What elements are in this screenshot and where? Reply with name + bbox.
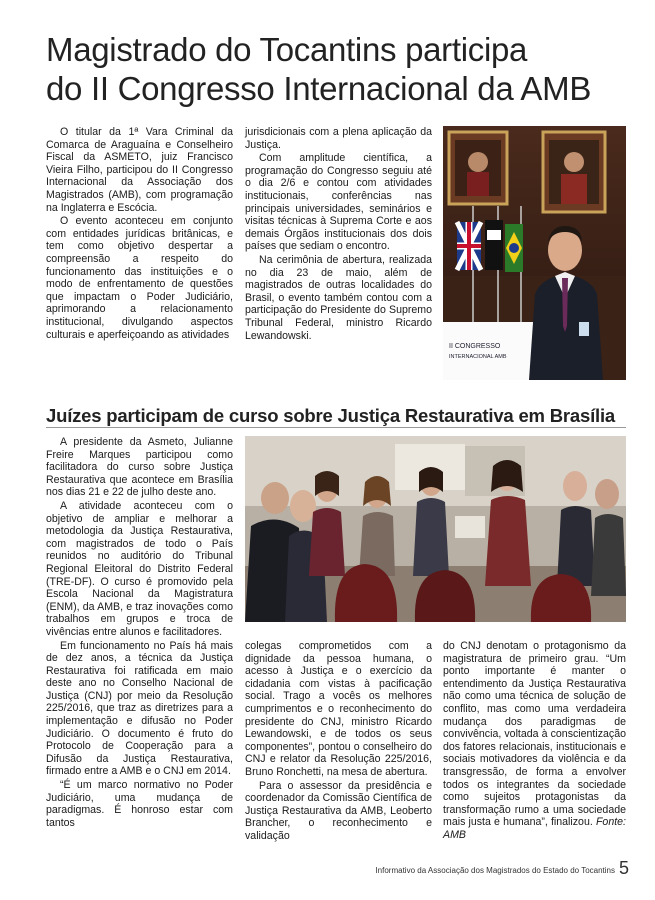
- article2-column-3: [443, 640, 626, 843]
- paragraph: Com amplitude científica, a programação do Congresso seguiu até o dia 2/6 e contou com atividades institucionais, conferências nas principais universidades, seminários e visitas técnicas à Suprema Corte e aos demais Órgãos institucionais dos dois países que sediam o encontro.: [245, 152, 432, 253]
- paragraph: O evento aconteceu em conjunto com entidades jurídicas britânicas, e tem como objetivo despertar a compreensão a respeito do funcionamento das instituições e o modo de enfrentamento de questões que impactam o Poder Judiciário, aprimorando a relacionamento institucional, divulgando aspectos culturais e aperfeiçoando as atividades: [46, 215, 233, 341]
- paragraph: O titular da 1ª Vara Criminal da Comarca de Araguaína e Conselheiro Fiscal da ASMETO, juiz Francisco Vieira Filho, participou do II Congresso Internacional da Associação dos Magistrados (AMB), com programação na Inglaterra e Escócia.: [46, 126, 233, 214]
- article1-title: [46, 30, 606, 108]
- photo-restorative-justice-course: [245, 436, 626, 622]
- page-number: 5: [618, 858, 629, 878]
- paragraph: Em funcionamento no País há mais de dez anos, a técnica da Justiça Restaurativa foi ratificada em maio deste ano no Conselho Nacional de Justiça (CNJ) por meio da Resolução 225/2016, que traz as diretrizes para a implementação e difusão no Poder Judiciário. O documento é fruto do Protocolo de Cooperação para a Difusão da Justiça Restaurativa, firmado entre a AMB e o CNJ em 2014.: [46, 639, 233, 778]
- article1-column-1: [46, 126, 233, 342]
- footer-text: Informativo da Associação dos Magistrados do Estado do Tocantins: [375, 866, 615, 875]
- banner-line2: INTERNACIONAL AMB: [449, 354, 507, 360]
- banner-line1: II CONGRESSO: [449, 343, 501, 350]
- title-divider: [46, 427, 626, 428]
- article1-column-2: [245, 126, 432, 343]
- paragraph: colegas comprometidos com a dignidade da pessoa humana, o acesso à Justiça e o exercício da cidadania com vistas à pacificação social. Trago a vocês os melhores cumprimentos e o reconhecimento do presidente do CNJ, ministro Ricardo Lewandowski, e de todos os seus componentes”, pontou o conselheiro do CNJ e relator da Resolução 225/2016, Bruno Ronchetti, na mesa de abertura.: [245, 640, 432, 778]
- paragraph: A presidente da Asmeto, Julianne Freire Marques participou como facilitadora do curso sobre Justiça Restaurativa que acontece em Brasília nos dias 21 e 22 de julho deste ano.: [46, 436, 233, 499]
- closing-text: do CNJ denotam o protagonismo da magistratura de primeiro grau. “Um ponto importante é manter o entendimento da Justiça Restaurativa não como uma técnica de solução de conflito, mas como uma verdadeira mudança dos paradigmas de convivência, voltada à conscientização dos fatores relacionais, institucionais e sociais motivadores da violência e da transgressão, de forma a envolver todos os integrantes da sociedade como sujeitos protagonistas da transformação rumo a uma sociedade mais justa e humana”, finalizou.: [443, 640, 626, 829]
- source-credit: Fonte: AMB: [443, 816, 626, 841]
- article1-title-line1: Magistrado do Tocantins participa: [46, 31, 528, 68]
- photo-judge-illustration: [443, 126, 626, 380]
- paragraph: jurisdicionais com a plena aplicação da Justiça.: [245, 126, 432, 151]
- article1-title-line2: do II Congresso Internacional da AMB: [46, 70, 592, 107]
- paragraph: Na cerimônia de abertura, realizada no dia 23 de maio, além de magistrados de outras localidades do Brasil, o evento também contou com a participação do Presidente do Supremo Tribunal Federal, ministro Ricardo Lewandowski.: [245, 253, 432, 342]
- photo-meeting-illustration: [245, 436, 626, 622]
- paragraph: [443, 640, 626, 842]
- photo-judge-congress: [443, 126, 626, 380]
- paragraph: “É um marco normativo no Poder Judiciário, uma mudança de paradigmas. É honroso estar com tantos: [46, 779, 233, 829]
- article2-title: Juízes participam de curso sobre Justiça Restaurativa em Brasília: [46, 405, 615, 426]
- paragraph: A atividade aconteceu com o objetivo de ampliar e melhorar a metodologia da Justiça Restaurativa, com magistrados de todo o País reunidos no auditório do Tribunal Regional Eleitoral do Distrito Federal (TRE-DF). O curso é promovido pela Escola Nacional da Magistratura (ENM), da AMB, e traz inovações como trabalhos em grupos e troca de vivências entre alunos e facilitadores.: [46, 499, 233, 638]
- article2-column-1: [46, 436, 233, 830]
- paragraph: Para o assessor da presidência e coordenador da Comissão Científica de Justiça Restaurativa da AMB, Leoberto Brancher, o reconhecimento e validação: [245, 779, 432, 842]
- article2-column-2: [245, 640, 432, 844]
